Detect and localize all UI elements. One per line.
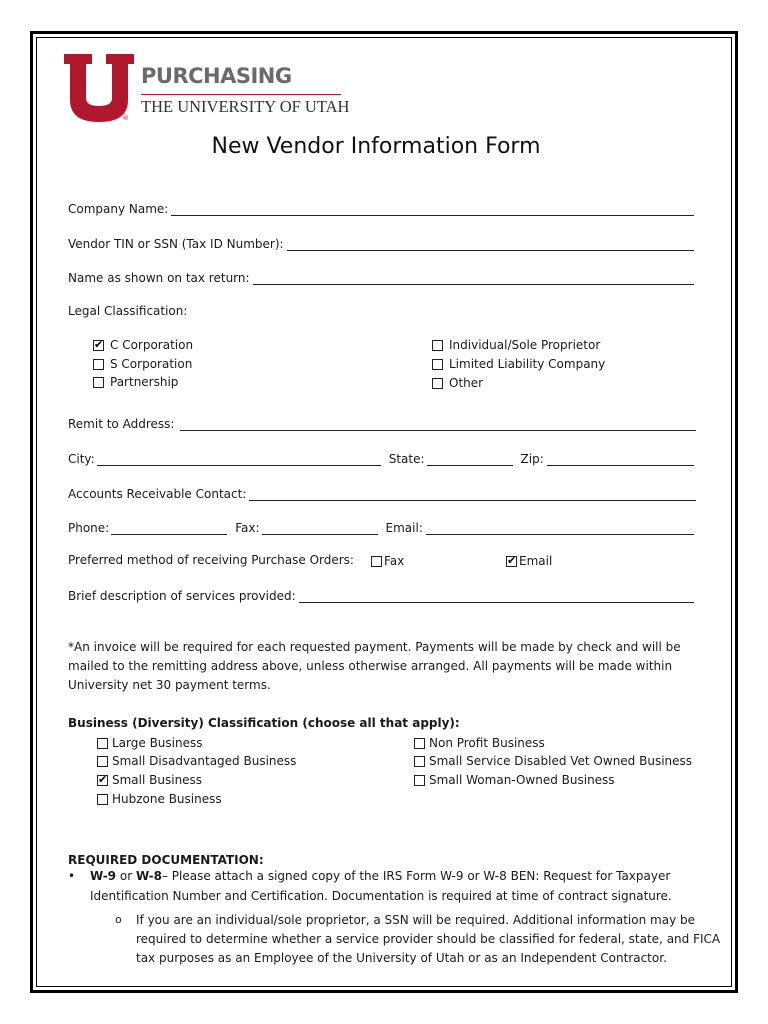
legal-option-individual[interactable] <box>432 337 600 353</box>
phone-field[interactable] <box>111 522 227 535</box>
vendor-tin-field[interactable] <box>287 238 694 251</box>
po-option-fax[interactable] <box>371 553 404 569</box>
company-name-label: Company Name: <box>68 202 169 216</box>
sdvob-label: Small Service Disabled Vet Owned Business <box>429 754 693 768</box>
s-corp-label: S Corporation <box>110 357 193 371</box>
remit-address-label: Remit to Address: <box>68 417 175 431</box>
state-label: State: <box>388 452 425 466</box>
partnership-checkbox[interactable] <box>93 377 104 388</box>
registered-mark: ® <box>122 114 129 122</box>
fax-label: Fax: <box>235 521 260 535</box>
non-profit-checkbox[interactable] <box>414 738 425 749</box>
name-tax-return-label: Name as shown on tax return: <box>68 271 250 285</box>
or-text: or <box>116 869 136 883</box>
llc-checkbox[interactable] <box>432 359 443 370</box>
c-corp-label: C Corporation <box>110 338 194 352</box>
phone-label: Phone: <box>68 521 110 535</box>
company-name-field[interactable] <box>171 203 694 216</box>
partnership-label: Partnership <box>110 375 179 389</box>
sub-line-2: required to determine whether a service provider should be classified for federal, state, and FICA <box>136 932 721 946</box>
university-u-logo-icon <box>64 54 134 122</box>
sub-line-1: If you are an individual/sole proprietor, a SSN will be required. Additional information may be <box>136 913 695 927</box>
small-disadvantaged-label: Small Disadvantaged Business <box>112 754 297 768</box>
po-email-label: Email <box>519 554 553 568</box>
city-label: City: <box>68 452 95 466</box>
w9-label: W-9 <box>90 869 117 883</box>
legal-option-c-corp[interactable] <box>93 337 193 353</box>
diversity-sdvob[interactable] <box>414 753 692 769</box>
phone-fax-email-row <box>68 519 694 535</box>
diversity-non-profit[interactable] <box>414 735 545 751</box>
page-border-inner <box>36 37 732 987</box>
w8-label: W-8 <box>135 869 162 883</box>
legal-classification-label: Legal Classification: <box>68 304 188 318</box>
other-label: Other <box>449 376 484 390</box>
small-disadvantaged-checkbox[interactable] <box>97 756 108 767</box>
large-business-label: Large Business <box>112 736 203 750</box>
po-fax-checkbox[interactable] <box>371 556 382 567</box>
llc-label: Limited Liability Company <box>449 357 606 371</box>
w9-line-2: Identification Number and Certification. Documentation is required at time of contract signature. <box>90 889 672 903</box>
legal-option-llc[interactable] <box>432 356 605 372</box>
woman-owned-checkbox[interactable] <box>414 775 425 786</box>
diversity-small-disadvantaged[interactable] <box>97 753 296 769</box>
diversity-large[interactable] <box>97 735 203 751</box>
invoice-note: *An invoice will be required for each requested payment. Payments will be made by check and will be mailed to the remitting address above, unless otherwise arranged. All payments will be made within University net 30 payment terms. <box>68 640 681 692</box>
small-business-label: Small Business <box>112 773 203 787</box>
brief-description-label: Brief description of services provided: <box>68 589 296 603</box>
ar-contact-label: Accounts Receivable Contact: <box>68 487 247 501</box>
remit-address-row <box>68 415 696 431</box>
logo-university-text: THE UNIVERSITY OF UTAH <box>141 97 350 116</box>
po-fax-label: Fax <box>384 554 405 568</box>
individual-checkbox[interactable] <box>432 340 443 351</box>
hubzone-checkbox[interactable] <box>97 794 108 805</box>
zip-field[interactable] <box>547 453 694 466</box>
diversity-small-business[interactable] <box>97 772 202 788</box>
diversity-heading: Business (Diversity) Classification (choose all that apply): <box>68 716 460 730</box>
state-field[interactable] <box>427 453 513 466</box>
legal-option-s-corp[interactable] <box>93 356 192 372</box>
legal-option-other[interactable] <box>432 375 483 391</box>
legal-option-partnership[interactable] <box>93 374 178 390</box>
diversity-woman-owned[interactable] <box>414 772 615 788</box>
remit-address-field[interactable] <box>180 418 696 431</box>
sub-bullet-marker: o <box>115 913 122 926</box>
large-business-checkbox[interactable] <box>97 738 108 749</box>
diversity-hubzone[interactable] <box>97 791 222 807</box>
small-business-checkbox[interactable] <box>97 775 108 786</box>
other-checkbox[interactable] <box>432 378 443 389</box>
preferred-po-label: Preferred method of receiving Purchase Orders: <box>68 553 354 567</box>
city-state-zip-row <box>68 450 694 466</box>
name-tax-return-row <box>68 269 694 285</box>
fax-field[interactable] <box>262 522 378 535</box>
zip-label: Zip: <box>520 452 544 466</box>
po-option-email[interactable] <box>506 553 552 569</box>
email-label: Email: <box>385 521 423 535</box>
bullet-marker: • <box>68 869 76 883</box>
name-tax-return-field[interactable] <box>253 272 694 285</box>
ar-contact-field[interactable] <box>249 488 696 501</box>
s-corp-checkbox[interactable] <box>93 359 104 370</box>
w9-line-1 <box>90 869 670 883</box>
sdvob-checkbox[interactable] <box>414 756 425 767</box>
company-name-row <box>68 200 694 216</box>
non-profit-label: Non Profit Business <box>429 736 545 750</box>
ar-contact-row <box>68 485 696 501</box>
email-field[interactable] <box>426 522 694 535</box>
w-text-1: – Please attach a signed copy of the IRS Form W-9 or W-8 BEN: Request for Taxpayer <box>161 869 671 883</box>
hubzone-label: Hubzone Business <box>112 792 222 806</box>
woman-owned-label: Small Woman-Owned Business <box>429 773 615 787</box>
individual-label: Individual/Sole Proprietor <box>449 338 601 352</box>
vendor-tin-label: Vendor TIN or SSN (Tax ID Number): <box>68 237 284 251</box>
required-docs-heading: REQUIRED DOCUMENTATION: <box>68 853 264 867</box>
logo-purchasing-text: PURCHASING <box>141 64 292 88</box>
c-corp-checkbox[interactable] <box>93 340 104 351</box>
vendor-tin-row <box>68 235 694 251</box>
sub-line-3: tax purposes as an Employee of the University of Utah or as an Independent Contractor. <box>136 951 667 965</box>
logo-divider <box>141 94 341 95</box>
po-email-checkbox[interactable] <box>506 556 517 567</box>
brief-description-field[interactable] <box>299 590 694 603</box>
city-field[interactable] <box>97 453 381 466</box>
form-title: New Vendor Information Form <box>211 134 541 159</box>
brief-description-row <box>68 587 694 603</box>
